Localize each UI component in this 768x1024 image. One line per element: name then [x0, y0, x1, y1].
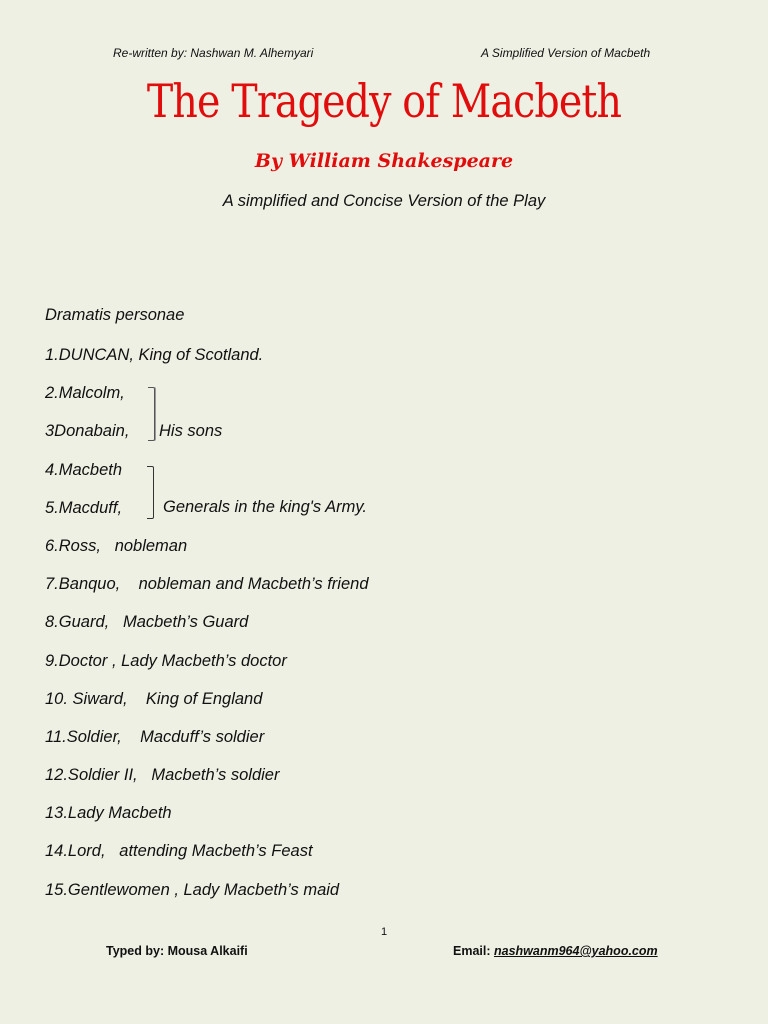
generals-bracket	[147, 466, 154, 519]
cast-item: 6.Ross, nobleman	[45, 536, 188, 555]
cast-heading: Dramatis personae	[45, 306, 185, 324]
cast-item: 2.Malcolm,	[45, 384, 125, 403]
cast-item: 9.Doctor , Lady Macbeth’s doctor	[45, 651, 287, 670]
cast-item: 8.Guard, Macbeth’s Guard	[45, 613, 249, 632]
cast-item: 1.DUNCAN, King of Scotland.	[45, 346, 264, 364]
cast-item: 10. Siward, King of England	[45, 689, 263, 708]
cast-item: 11.Soldier, Macduff’s soldier	[45, 727, 265, 746]
header-version: A Simplified Version of Macbeth	[481, 46, 651, 60]
footer-email	[453, 944, 658, 958]
sons-note: His sons	[159, 422, 223, 440]
cast-item: 5.Macduff,	[45, 498, 123, 517]
page-number: 1	[380, 926, 388, 938]
cast-item: 3Donabain,	[45, 422, 130, 441]
generals-note: Generals in the king's Army.	[163, 498, 367, 516]
cast-item: 14.Lord, attending Macbeth’s Feast	[45, 842, 313, 861]
cast-item: 12.Soldier II, Macbeth’s soldier	[45, 766, 280, 785]
sons-bracket	[148, 387, 155, 441]
document-title: The Tragedy of Macbeth	[146, 74, 622, 128]
author-byline: By William Shakespeare	[254, 150, 514, 172]
cast-item: 4.Macbeth	[45, 460, 123, 479]
header-author: Re-written by: Nashwan M. Alhemyari	[113, 46, 314, 60]
email-label: Email:	[453, 944, 494, 958]
document-subtitle: A simplified and Concise Version of the Play	[222, 192, 546, 210]
footer-typed-by: Typed by: Mousa Alkaifi	[106, 944, 248, 958]
email-link[interactable]: nashwanm964@yahoo.com	[494, 944, 658, 958]
cast-item: 7.Banquo, nobleman and Macbeth’s friend	[45, 575, 369, 594]
cast-item: 13.Lady Macbeth	[45, 804, 172, 823]
cast-item: 15.Gentlewomen , Lady Macbeth’s maid	[45, 880, 340, 899]
